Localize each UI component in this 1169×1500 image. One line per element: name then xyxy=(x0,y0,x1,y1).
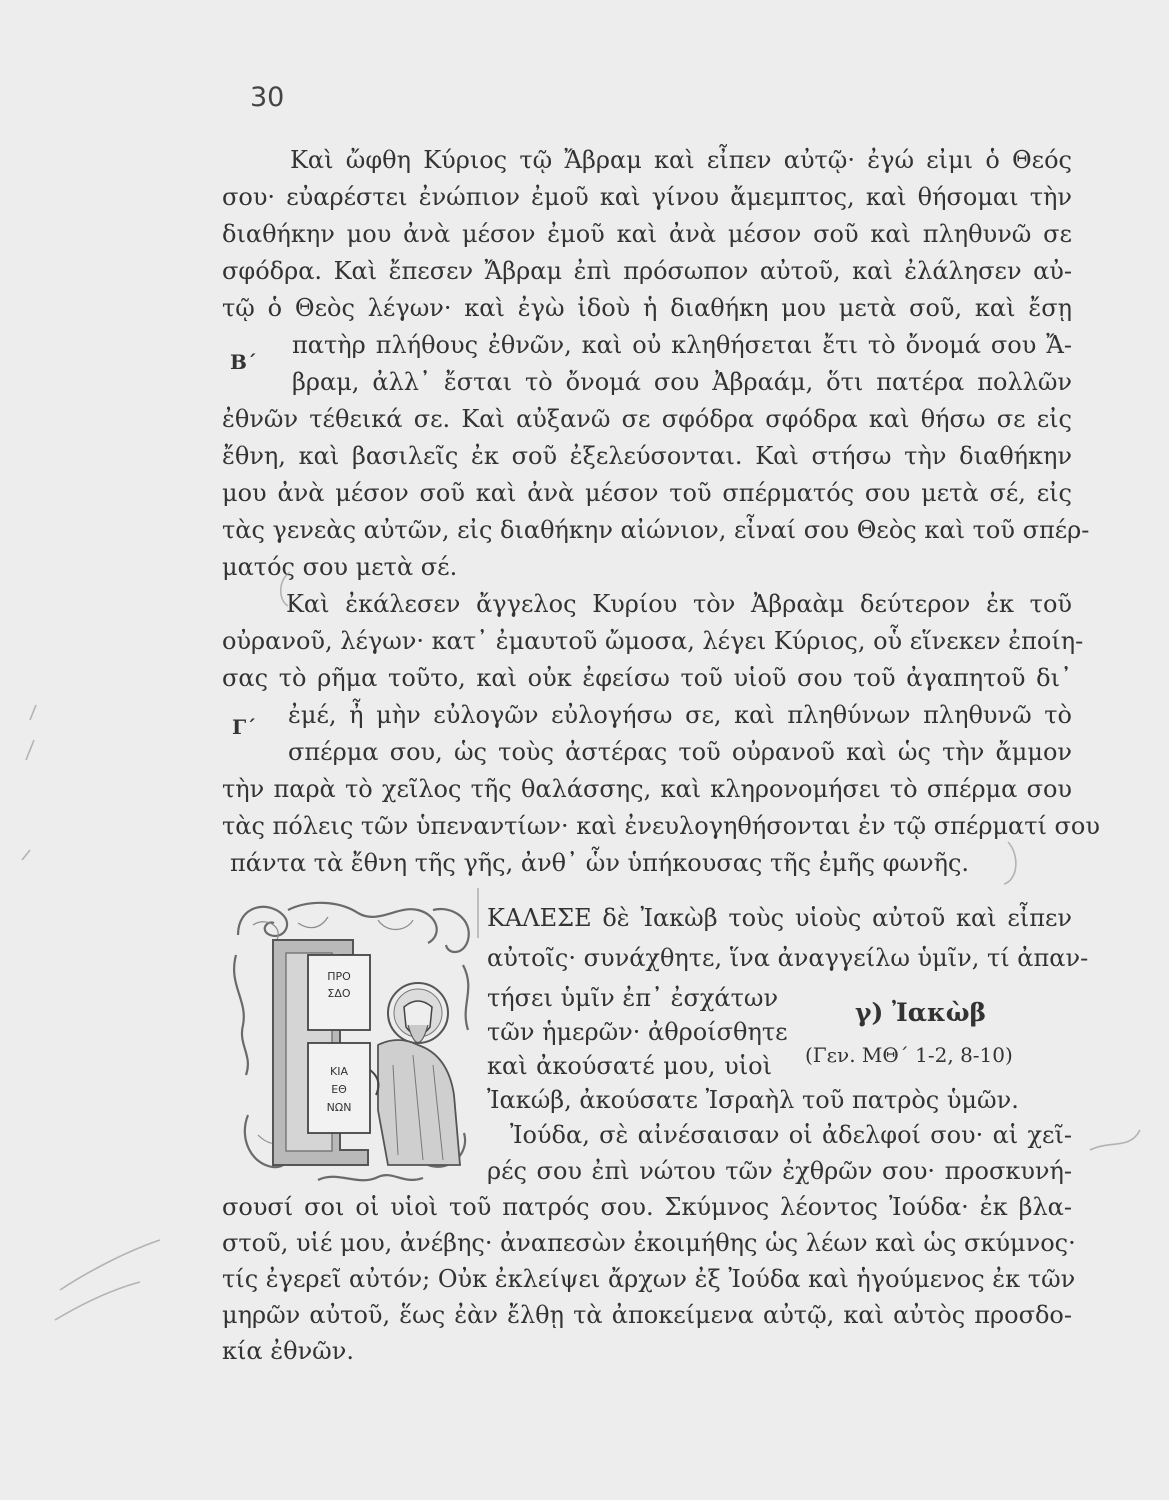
text-line: Ἰακώβ, ἀκούσατε Ἰσραὴλ τοῦ πατρὸς ὑμῶν. xyxy=(487,1086,1019,1114)
section-heading: γ) Ἰακὼβ xyxy=(855,998,987,1027)
text-line: μου ἀνὰ μέσον σοῦ καὶ ἀνὰ μέσον τοῦ σπέρματός σου μετὰ σέ, εἰς xyxy=(222,479,1072,507)
text-line: σφόδρα. Καὶ ἔπεσεν Ἄβραμ ἐπὶ πρόσωπον αὐτοῦ, καὶ ἐλάλησεν αὐ- xyxy=(222,257,1072,285)
text-line: μηρῶν αὐτοῦ, ἕως ἐὰν ἔλθῃ τὰ ἀποκείμενα αὐτῷ, καὶ αὐτὸς προσδο- xyxy=(222,1301,1072,1329)
decorated-initial xyxy=(228,895,478,1195)
book-text: ΚΙΑ xyxy=(330,1065,348,1078)
text-line: Καὶ ὤφθη Κύριος τῷ Ἄβραμ καὶ εἶπεν αὐτῷ· ἐγώ εἰμι ὁ Θεός xyxy=(290,146,1072,174)
book-text: ΣΔΟ xyxy=(327,987,351,1000)
text-line: Καὶ ἐκάλεσεν ἄγγελος Κυρίου τὸν Ἀβραὰμ δεύτερον ἐκ τοῦ xyxy=(286,590,1072,618)
text-line: τῷ ὁ Θεὸς λέγων· καὶ ἐγὼ ἰδοὺ ἡ διαθήκη μου μετὰ σοῦ, καὶ ἔσῃ xyxy=(222,294,1072,322)
text-line: σου· εὐαρέστει ἐνώπιον ἐμοῦ καὶ γίνου ἄμεμπτος, καὶ θήσομαι τὴν xyxy=(222,183,1072,211)
text-line: ΚΑΛΕΣΕ δὲ Ἰακὼβ τοὺς υἱοὺς αὐτοῦ καὶ εἶπεν xyxy=(487,904,1072,932)
text-line: οὐρανοῦ, λέγων· κατ᾽ ἐμαυτοῦ ὤμοσα, λέγει Κύριος, οὗ εἵνεκεν ἐποίη- xyxy=(222,627,1084,655)
text-line: ματός σου μετὰ σέ. xyxy=(222,553,458,581)
text-line: τίς ἐγερεῖ αὐτόν; Οὐκ ἐκλείψει ἄρχων ἐξ Ἰούδα καὶ ἡγούμενος ἐκ τῶν xyxy=(222,1265,1076,1293)
text-line: πατὴρ πλήθους ἐθνῶν, καὶ οὐ κληθήσεται ἔτι τὸ ὄνομά σου Ἄ- xyxy=(292,331,1072,359)
book-text: ΠΡΟ xyxy=(327,970,351,983)
text-line: βραμ, ἀλλ᾽ ἔσται τὸ ὄνομά σου Ἀβραάμ, ὅτι πατέρα πολλῶν xyxy=(292,368,1072,396)
text-line: σπέρμα σου, ὡς τοὺς ἀστέρας τοῦ οὐρανοῦ καὶ ὡς τὴν ἄμμον xyxy=(288,738,1072,766)
text-line: καὶ ἀκούσατέ μου, υἱοὶ xyxy=(487,1052,772,1080)
text-line: αὐτοῖς· συνάχθητε, ἵνα ἀναγγείλω ὑμῖν, τί ἀπαν- xyxy=(487,944,1089,972)
text-line: σουσί σοι οἱ υἱοὶ τοῦ πατρός σου. Σκύμνος λέοντος Ἰούδα· ἐκ βλα- xyxy=(222,1193,1072,1221)
text-line: ἐθνῶν τέθεικά σε. Καὶ αὐξανῶ σε σφόδρα σφόδρα καὶ θήσω σε εἰς xyxy=(222,405,1072,433)
decorated-initial-e-icon xyxy=(228,895,478,1195)
book-text: ΝΩΝ xyxy=(326,1101,352,1114)
text-line: πάντα τὰ ἔθνη τῆς γῆς, ἀνθ᾽ ὧν ὑπήκουσας τῆς ἐμῆς φωνῆς. xyxy=(230,849,970,877)
text-line: Ἰούδα, σὲ αἰνέσαισαν οἱ ἀδελφοί σου· αἱ χεῖ- xyxy=(510,1121,1072,1149)
text-line: τὰς πόλεις τῶν ὑπεναντίων· καὶ ἐνευλογηθήσονται ἐν τῷ σπέρματί σου xyxy=(222,812,1100,840)
text-line: στοῦ, υἱέ μου, ἀνέβης· ἀναπεσὼν ἐκοιμήθης ὡς λέων καὶ ὡς σκύμνος· xyxy=(222,1229,1076,1257)
text-line: τῶν ἡμερῶν· ἀθροίσθητε xyxy=(487,1018,788,1046)
verse-marker-b: Β΄ xyxy=(230,350,257,374)
text-line: ἐμέ, ἦ μὴν εὐλογῶν εὐλογήσω σε, καὶ πληθύνων πληθυνῶ τὸ xyxy=(288,701,1072,729)
book-text: ΕΘ xyxy=(331,1083,347,1096)
text-line: κία ἐθνῶν. xyxy=(222,1337,354,1365)
scripture-reference: (Γεν. ΜΘ΄ 1-2, 8-10) xyxy=(805,1043,1013,1067)
text-line: τὰς γενεὰς αὐτῶν, εἰς διαθήκην αἰώνιον, εἶναί σου Θεὸς καὶ τοῦ σπέρ- xyxy=(222,516,1090,544)
text-line: διαθήκην μου ἀνὰ μέσον ἐμοῦ καὶ ἀνὰ μέσον σοῦ καὶ πληθυνῶ σε xyxy=(222,220,1072,248)
page-number: 30 xyxy=(250,82,285,113)
verse-marker-g: Γ΄ xyxy=(232,715,257,739)
text-line: τήσει ὑμῖν ἐπ᾽ ἐσχάτων xyxy=(487,984,779,1012)
text-line: ρές σου ἐπὶ νώτου τῶν ἐχθρῶν σου· προσκυνή- xyxy=(487,1157,1072,1185)
text-line: τὴν παρὰ τὸ χεῖλος τῆς θαλάσσης, καὶ κληρονομήσει τὸ σπέρμα σου xyxy=(222,775,1072,803)
text-line: σας τὸ ρῆμα τοῦτο, καὶ οὐκ ἐφείσω τοῦ υἱοῦ σου τοῦ ἀγαπητοῦ δι᾽ xyxy=(222,664,1072,692)
text-line: ἔθνη, καὶ βασιλεῖς ἐκ σοῦ ἐξελεύσονται. Καὶ στήσω τὴν διαθήκην xyxy=(222,442,1072,470)
